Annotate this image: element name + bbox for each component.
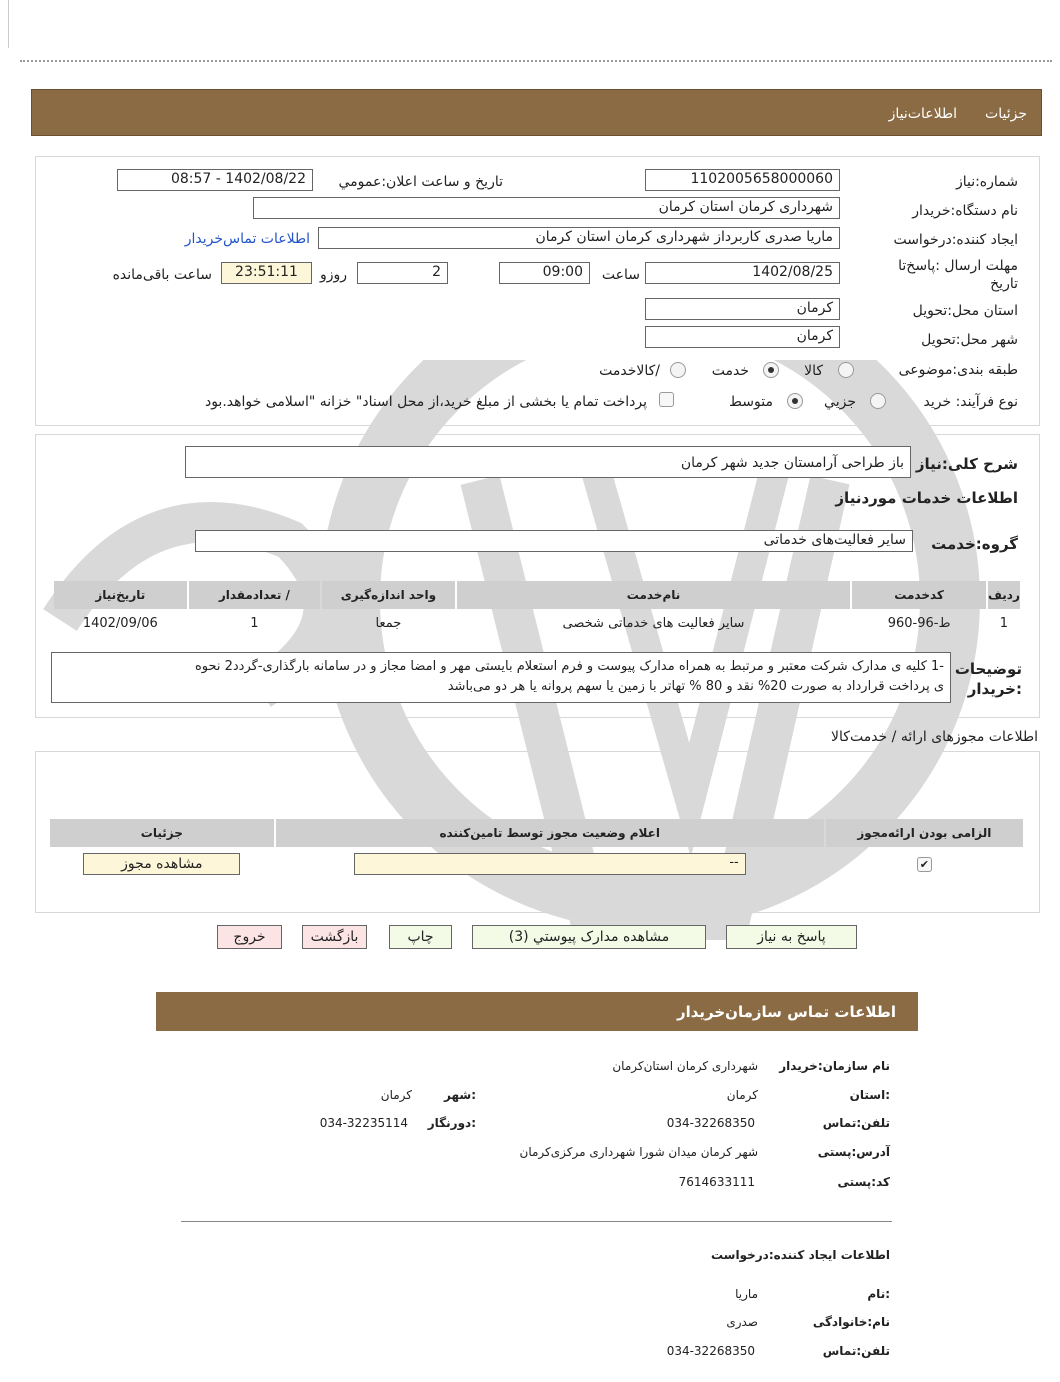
creator-label: ایجاد کننده:درخواست [893,232,1018,248]
need-number-field: 1102005658000060 [645,169,840,191]
dotted-divider [20,60,1052,62]
cell-date: 1402/09/06 [82,615,158,631]
payment-note: پرداخت تمام یا بخشی از مبلغ خرید،از محل اسناد" خزانه "اسلامی خواهد.بود [204,394,647,410]
cell-unit: جمعا [375,615,402,631]
creator-phone-label: تلفن:تماس [822,1344,890,1358]
phone-value: 034-32268350 [666,1116,755,1130]
payment-checkbox[interactable] [659,392,674,407]
service-group-field: سایر فعالیت‌های خدماتی [195,530,913,552]
reply-button[interactable]: پاسخ به نیاز [726,925,857,949]
contact-province-value: کرمان [726,1088,758,1102]
view-permit-button[interactable]: مشاهده مجوز [83,853,240,875]
name-value: ماریا [735,1287,758,1301]
fax-value: 034-32235114 [319,1116,408,1130]
creator-info-title: اطلاعات ایجاد کننده:درخواست [710,1248,890,1262]
creator-phone-value: 034-32268350 [666,1344,755,1358]
permits-table [48,817,1025,881]
family-label: نام:خانوادگی [812,1315,890,1329]
page-header [31,89,1042,136]
col-details-header: جزئیات [50,819,274,847]
col-code-header: کدخدمت [852,581,986,609]
contact-city-label: :شهر [444,1088,476,1102]
process-medium-radio[interactable] [787,393,803,409]
address-value: شهر کرمان میدان شورا شهرداری مرکزی‌کرمان [519,1145,758,1159]
services-title: اطلاعات خدمات موردنیاز [835,489,1018,507]
buyer-field: شهرداری کرمان استان کرمان [253,197,840,219]
back-button[interactable]: بازگشت [302,925,367,949]
contact-divider [181,1221,892,1222]
col-required-header: الزامی بودن ارائه‌مجوز [826,819,1023,847]
announce-label: تاريخ و ساعت اعلان:عمومي [338,174,503,190]
name-label: :نام [867,1287,890,1301]
col-date-header: تاریخ‌نیاز [54,581,187,609]
contact-title: اطلاعات تماس سازمان‌خریدار [676,1003,896,1021]
address-label: آدرس:پستی [817,1145,890,1159]
deadline-label: مهلت ارسال :پاسخ‌تا تاریخ [898,258,1018,292]
creator-field: ماریا صدری کاربرداز شهرداری کرمان استان کرمان [318,227,840,249]
deadline-hour-field: 09:00 [499,262,590,284]
org-label: نام سازمان:خریدار [779,1059,890,1073]
permits-title: اطلاعات مجوزهای ارائه / خدمت‌کالا [831,729,1038,745]
phone-label: تلفن:تماس [822,1116,890,1130]
category-goods-label: کالا [804,363,823,379]
buyer-notes-label-2: :خریدار [967,680,1022,698]
category-label: طبقه بندی:موضوعی [898,362,1018,378]
general-description-label: شرح کلی:نیاز [915,455,1018,473]
province-field: کرمان [645,298,840,320]
cell-row: 1 [999,615,1009,631]
cell-code: ط-96-960 [887,615,951,631]
days-field: 2 [357,262,448,284]
col-unit-header: واحد اندازه‌گیری [322,581,455,609]
days-label: روزو [319,267,347,283]
view-attachments-button[interactable]: مشاهده مدارک پیوستي (3) [472,925,706,949]
cell-quantity: 1 [250,615,259,631]
announce-field: 1402/08/22 - 08:57 [117,169,313,191]
family-value: صدری [726,1315,758,1329]
contact-header [156,992,918,1031]
buyer-notes-line-1: -1 کلیه ی مدارک شرکت معتبر و مرتبط به همراه مدارک پیوست و فرم استعلام بایستی مهر و امضا مجاز و در سامانه بارگذاری-گردد2 نحوه [194,659,944,674]
buyer-notes-field [51,652,951,703]
category-both-radio[interactable] [670,362,686,378]
contact-province-label: :استان [849,1088,890,1102]
general-description-field: باز طراحی آرامستان جدید شهر کرمان [185,446,911,478]
process-minor-radio[interactable] [870,393,886,409]
need-number-label: شماره:نیاز [955,174,1018,190]
province-label: استان محل:تحویل [912,303,1018,319]
exit-button[interactable]: خروج [217,925,282,949]
col-row-header: ردیف [988,581,1020,609]
process-medium-label: متوسط [729,394,773,410]
buyer-contact-link[interactable]: اطلاعات تماس‌خریدار [184,231,310,247]
category-both-label: /کالاخدمت [599,363,660,379]
category-goods-radio[interactable] [838,362,854,378]
col-quantity-header: / تعدادمقدار [189,581,321,609]
permit-required-checkbox[interactable]: ✔ [917,857,932,872]
contact-city-value: کرمان [380,1088,412,1102]
col-name-header: نام‌خدمت [457,581,851,609]
org-value: شهرداری کرمان استان‌کرمان [612,1059,758,1073]
left-edge-line [8,0,9,48]
process-minor-label: جزيي [824,394,856,410]
services-table [52,579,1022,637]
city-field: کرمان [645,326,840,348]
table-row [50,849,1023,879]
city-label: شهر محل:تحویل [921,332,1018,348]
remaining-time-field: 23:51:11 [221,262,312,284]
category-service-radio[interactable] [763,362,779,378]
table-row [54,611,1020,635]
buyer-notes-label-1: توضیحات [954,660,1022,678]
service-group-label: گروه:خدمت [931,535,1018,553]
cell-name: سایر فعالیت های خدماتی شخصی [562,615,745,631]
buyer-label: نام دستگاه:خریدار [912,203,1018,219]
postal-value: 7614633111 [678,1175,755,1189]
process-label: نوع فرآیند: خرید [923,394,1018,410]
tab-need-info[interactable]: اطلاعات‌نیاز [888,106,957,122]
remaining-label: ساعت باقی‌مانده [112,267,212,283]
postal-label: کد:پستی [837,1175,890,1189]
category-service-label: خدمت [711,363,749,379]
fax-label: :دورنگار [427,1116,476,1130]
permit-status-field[interactable]: -- [354,853,746,875]
print-button[interactable]: چاپ [389,925,452,949]
buyer-notes-line-2: ی پرداخت قرارداد به صورت 20% نقد و 80 % تهاتر با زمین یا سهم پروانه یا هر دو می‌باشد [447,679,944,694]
hour-label: ساعت [601,267,640,283]
col-status-header: اعلام وضعیت مجوز توسط تامین‌کننده [276,819,824,847]
tab-details[interactable]: جزئیات [985,106,1027,122]
deadline-date-field: 1402/08/25 [645,262,840,284]
